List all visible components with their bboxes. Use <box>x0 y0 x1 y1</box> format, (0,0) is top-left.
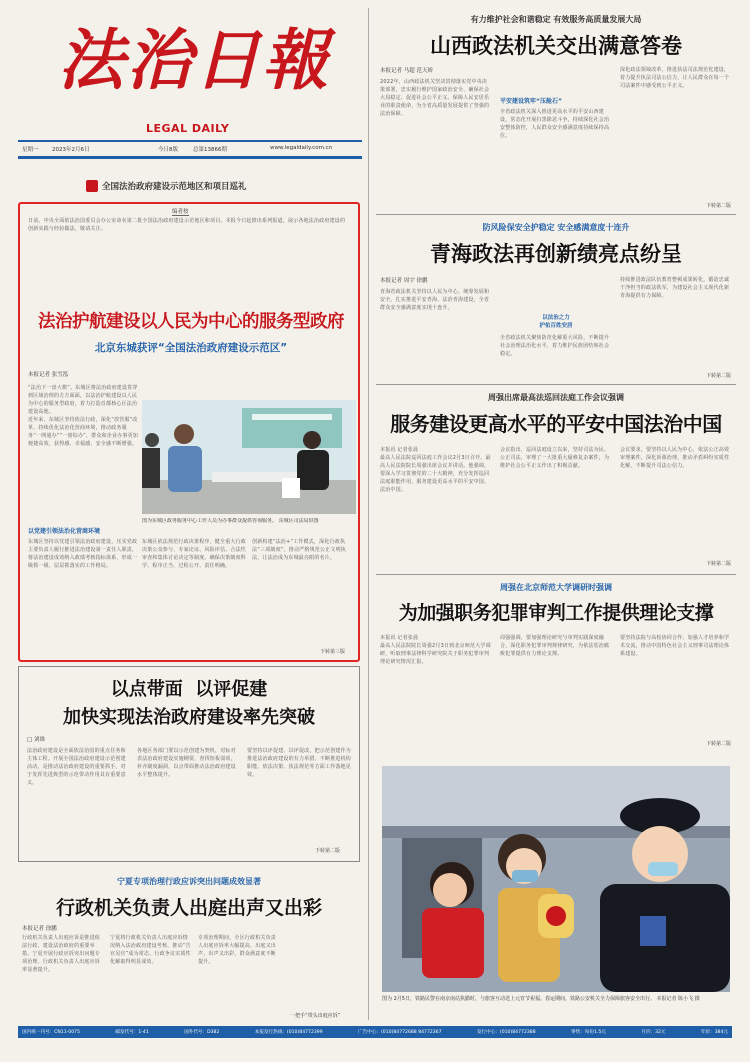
footer-item: 广告中心：(010)84772688 84772367 <box>358 1030 442 1035</box>
shanxi-subtitle: 平安建设筑牢“压舱石” <box>500 98 562 105</box>
shanxi-byline: 本报记者 马超 范天娇 <box>380 68 433 74</box>
shanxi-end-note: 下转第二版 <box>706 203 732 209</box>
feature-body-d: 创新构建“法治+”工作模式，深化行政执法“三项制度”，推动严格规范公正文明执法，让法治成为东城最亮眼的名片。 <box>252 539 346 561</box>
feature-photo-caption: 图为东城区政务服务中心工作人员为办事群众提供咨询服务。 东城区司法局供图 <box>142 518 319 524</box>
ningxia-col1 <box>22 934 104 1022</box>
weekday: 星期一 <box>22 147 39 153</box>
footer-item: 发行中心：(010)84772388 <box>476 1030 536 1035</box>
featured-article-box <box>18 202 360 662</box>
feature-col3-lower <box>252 538 356 642</box>
ningxia-col2 <box>110 934 192 1022</box>
qinghai-col3 <box>620 276 732 370</box>
bnu-body-b: 周强强调，要加强理论研究与审判实践深度融合，深化职务犯罪审判规律研究，为依法惩治腐败犯罪提供有力理论支撑。 <box>500 635 610 657</box>
editor-note-body: 日前，中央全面依法治国委员会办公室命名第二批全国法治政府建设示范地区和项目。本报今日起推出系列报道，展示各地法治政府建设的创新实践与经验做法，敬请关注。 <box>28 218 346 232</box>
court-body-c: 会议要求，要坚持以人民为中心，依法公正高效审理案件，深化诉源治理，推动矛盾纠纷实质性化解，不断提升司法公信力。 <box>620 447 730 469</box>
rule-1 <box>376 214 736 215</box>
feature-col1-lower <box>28 538 138 642</box>
ningxia-kicker: 宁夏专项治理行政应诉突出问题成效显著 <box>117 877 261 886</box>
bnu-body-c: 要坚持法院与高校协同合作，加强人才培养和学术交流，推动中国特色社会主义刑事司法理论体系建设。 <box>620 635 730 657</box>
ningxia-body-a: 行政机关负责人出庭应诉是推进依法行政、建设法治政府的重要举措。宁夏开展行政应诉突出问题专项治理，行政机关负责人出庭应诉率显著提升。 <box>22 935 101 973</box>
bnu-col3 <box>620 634 732 738</box>
qinghai-kicker: 防风险保安全护稳定 安全感满意度十连升 <box>482 223 630 232</box>
commentary-box <box>18 666 360 862</box>
shanxi-body-b: 全省政法机关深入推进更高水平的平安山西建设，常态化开展扫黑除恶斗争，持续深化社会治安整体防控，人民群众安全感满意度持续保持高位。 <box>500 109 610 139</box>
editor-note-text <box>28 217 350 289</box>
edition: 今日8版 <box>158 147 178 153</box>
qinghai-byline: 本报记者 周宇 徐鹏 <box>380 278 428 284</box>
ningxia-body-b: 宁夏将行政机关负责人出庭应诉情况纳入法治政府建设考核，推动“告官见官”成为常态，行政争议实质性化解取得明显成效。 <box>110 935 191 965</box>
ningxia-col3 <box>198 934 280 1022</box>
feature-end-note: 下转第三版 <box>320 649 346 655</box>
shanxi-body-a: 2022年，山西政法机关坚决贯彻落实党中央决策部署，忠实履行维护国家政治安全、确保社会大局稳定、促进社会公平正义、保障人民安居乐业的职责使命，为全省高质量发展提供了坚强的法治保障。 <box>380 79 490 117</box>
feature-body-a: 近年来，东城区坚持依法行政，深化“放管服”改革，持续优化法治化营商环境，推动政务服务“一网通办”“一窗综办”，群众和企业办事更加便捷高效，获得感、幸福感、安全感不断增强。 <box>28 417 138 447</box>
feature-lead: “法治下一盘大棋”。东城区将法治政府建设贯穿到区域治理的方方面面，以法治护航建设以人民为中心的服务型政府，着力打造首都核心区法治建设高地。 <box>28 385 138 415</box>
issue: 总第13866期 <box>193 147 227 153</box>
banner-icon <box>86 180 98 192</box>
shanxi-headline: 山西政法机关交出满意答卷 <box>430 34 682 58</box>
commentary-headline-2: 加快实现法治政府建设率先突破 <box>63 707 315 728</box>
logo-en: LEGAL DAILY <box>146 122 230 135</box>
footer-info <box>22 1027 728 1037</box>
railway-photo-illustration <box>382 766 730 992</box>
commentary-end-note: 下转第二版 <box>315 848 341 854</box>
feature-col1 <box>28 384 138 524</box>
banner-text: 全国法治政府建设示范地区和项目巡礼 <box>102 182 247 192</box>
railway-photo <box>382 766 730 992</box>
qinghai-body-c: 持续推进政法队伍教育整顿成果转化，锻造忠诚干净担当的政法铁军，为建设社会主义现代化新青海提供有力保障。 <box>620 277 730 299</box>
commentary-byline: □ 刘维 <box>27 737 45 743</box>
qinghai-headline: 青海政法再创新绩亮点纷呈 <box>430 242 682 266</box>
footer-item: 国内统一刊号：CN11-0075 <box>22 1030 80 1035</box>
court-headline: 服务建设更高水平的平安中国法治中国 <box>390 412 722 436</box>
shanxi-col2 <box>500 108 612 208</box>
ningxia-body-c: 专项治理期间，全区行政机关负责人出庭应诉率大幅提高，出庭又出声，出声又出彩，群众满意度不断提升。 <box>198 935 277 965</box>
feature-byline: 本报记者 张雪泓 <box>28 372 69 378</box>
bnu-end-note: 下转第二版 <box>706 741 732 747</box>
court-body-b: 会议指出，巡回法庭设立以来，坚持司法为民、公正司法，审理了一大批重大疑难复杂案件，为维护社会公平正义作出了积极贡献。 <box>500 447 610 469</box>
ningxia-caption: 一把手“带头出庭应诉” <box>290 1013 341 1019</box>
court-kicker: 周强出席最高法巡回法庭工作会议强调 <box>488 393 624 402</box>
commentary-col1 <box>27 747 127 855</box>
qinghai-body-a: 青海省政法机关坚持以人民为中心，统筹发展和安全，扎实推进平安青海、法治青海建设，全省群众安全感满意度实现十连升。 <box>380 289 490 311</box>
qinghai-col2 <box>500 334 612 380</box>
court-body-a: 最高人民法院巡回法庭工作会议2月3日召开。最高人民法院院长周强出席会议并讲话。他强调，要深入学习贯彻党的二十大精神，充分发挥巡回法庭职能作用，服务建设更高水平的平安中国、法治中国。 <box>380 455 491 493</box>
bnu-headline: 为加强职务犯罪审判工作提供理论支撑 <box>398 602 714 624</box>
rule-2 <box>376 384 736 385</box>
footer-item: 月价：32元 <box>641 1030 666 1035</box>
feature-headline: 法治护航建设以人民为中心的服务型政府 <box>38 312 344 332</box>
footer-item: 本报发行热线：(010)84772399 <box>254 1030 323 1035</box>
footer-item: 国外代号：D382 <box>184 1030 220 1035</box>
shanxi-kicker: 有力维护社会和谐稳定 有效服务高质量发展大局 <box>470 15 642 24</box>
bnu-col2 <box>500 634 612 746</box>
footer-item: 年价：384元 <box>700 1030 728 1035</box>
qinghai-body-b: 全省政法机关聚焦防范化解重大风险，不断提升社会治理法治化水平，着力维护民族团结和社会稳定。 <box>500 335 610 357</box>
court-col1 <box>380 446 492 568</box>
feature-col2-lower <box>142 538 246 642</box>
footer-item: 零售：每份1.5元 <box>571 1030 606 1035</box>
masthead-info-row <box>18 145 362 155</box>
rule-3 <box>376 574 736 575</box>
commentary-body-a: 法治政府建设是全面依法治国的重点任务和主体工程。开展全国法治政府建设示范创建活动，是推动法治政府建设的重要抓手，对于发挥先进典型的示范带动作用具有重要意义。 <box>27 748 126 786</box>
feature-photo-illustration <box>142 400 356 514</box>
court-col3 <box>620 446 732 556</box>
shanxi-body-c: 深化政法领域改革，推进执法司法规范化建设，着力提升执法司法公信力，让人民群众在每一个司法案件中感受到公平正义。 <box>620 67 730 89</box>
feature-subtitle-a: 以党建引领法治化营商环境 <box>28 528 101 535</box>
masthead-rule-bottom <box>18 156 362 159</box>
bnu-kicker: 周强在北京师范大学调研时强调 <box>500 583 612 592</box>
bnu-body-a: 最高人民法院院长周强2月3日到北京师范大学调研，听取刑事法律科学研究院关于职务犯罪审判理论研究情况汇报。 <box>380 643 491 665</box>
court-end-note: 下转第二版 <box>706 561 732 567</box>
ningxia-headline: 行政机关负责人出庭出声又出彩 <box>55 897 322 919</box>
commentary-col3 <box>247 747 351 843</box>
section-banner <box>80 178 320 194</box>
masthead-rule <box>18 140 362 142</box>
feature-body-c: 东城区依法规范行政决策程序，健全重大行政决策公众参与、专家论证、风险评估、合法性审查和集体讨论决定等制度，确保决策制度科学、程序正当、过程公开、责任明确。 <box>142 539 246 569</box>
court-byline: 本报讯 记者张晨 <box>380 447 419 453</box>
feature-body-b: 东城区坚持以党建引领法治政府建设，压实党政主要负责人履行推进法治建设第一责任人职责，将法治建设成效纳入政绩考核指标体系，形成一级抓一级、层层抓落实的工作格局。 <box>28 539 138 569</box>
ningxia-byline: 本报记者 徐鹏 <box>22 926 57 932</box>
railway-photo-caption: 图为 2月5日，铁路民警在南京南站执勤时，与旅客互动送上元宵节祝福。春运期间，铁路公安机关全力保障旅客安全出行。 本报记者 陈小飞 摄 <box>382 996 700 1002</box>
bnu-col1 <box>380 634 492 746</box>
logo-cn: 法治日報 <box>58 21 330 99</box>
masthead <box>18 8 362 158</box>
editor-note-label: 编者按 <box>172 209 189 215</box>
column-divider <box>368 8 369 1020</box>
commentary-col2 <box>137 747 237 855</box>
website: www.legaldaily.com.cn <box>270 145 333 151</box>
commentary-body-c: 要坚持以评促建、以评促改，把示范创建作为推进法治政府建设的有力举措，不断推进机构职能、依法决策、执法规范等方面工作落地见效。 <box>247 748 351 778</box>
shanxi-col1 <box>380 78 492 208</box>
qinghai-end-note: 下转第二版 <box>706 373 732 379</box>
date: 2023年2月6日 <box>52 147 90 153</box>
shanxi-col3 <box>620 66 732 198</box>
qinghai-subtitle: 以法治之力 护佑百姓安居 <box>539 315 573 329</box>
bnu-byline: 本报讯 记者张晨 <box>380 635 419 641</box>
qinghai-col1 <box>380 288 492 380</box>
feature-subhead: 北京东城获评“全国法治政府建设示范区” <box>94 342 288 354</box>
commentary-headline-1: 以点带面 以评促建 <box>110 679 268 700</box>
commentary-body-b: 各地区各部门要以示范创建为契机，对标对表法治政府建设实施纲要，查找短板弱项，补齐制度漏洞，以点带面推动法治政府建设水平整体提升。 <box>137 748 236 778</box>
footer-item: 邮发代号：1-41 <box>115 1030 149 1035</box>
court-col2 <box>500 446 612 568</box>
feature-photo <box>142 400 356 514</box>
